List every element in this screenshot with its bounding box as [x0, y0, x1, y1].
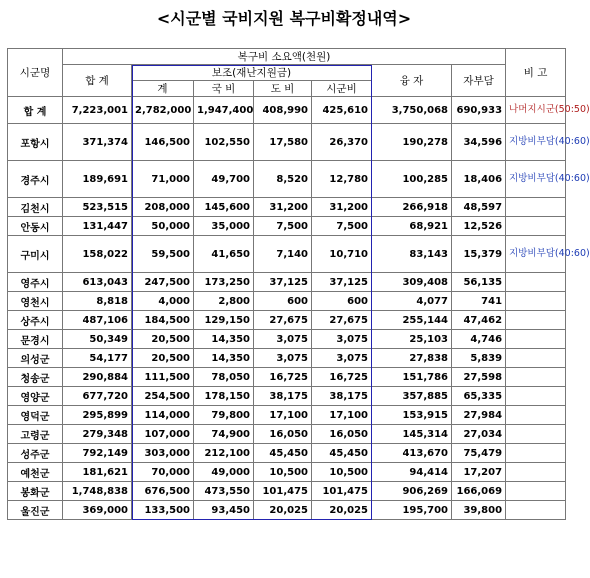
- city-fund-cell: 38,175: [312, 387, 372, 406]
- self-cell: 15,379: [452, 236, 506, 273]
- city-fund-cell: 37,125: [312, 273, 372, 292]
- city-fund-cell: 17,100: [312, 406, 372, 425]
- table-row: [8, 217, 566, 236]
- total-cell: 7,223,001: [63, 97, 132, 124]
- self-cell: 65,335: [452, 387, 506, 406]
- table-row: [8, 425, 566, 444]
- total-cell: 677,720: [63, 387, 132, 406]
- loan-cell: 83,143: [372, 236, 452, 273]
- national-cell: 35,000: [194, 217, 254, 236]
- city-name-cell: 영덕군: [8, 406, 63, 425]
- city-name-cell: 포항시: [8, 124, 63, 161]
- city-fund-cell: 16,050: [312, 425, 372, 444]
- table-row: [8, 482, 566, 501]
- provincial-cell: 7,140: [254, 236, 312, 273]
- page-title: <시군별 국비지원 복구비확정내역>: [156, 9, 412, 28]
- loan-cell: 309,408: [372, 273, 452, 292]
- provincial-cell: 20,025: [254, 501, 312, 520]
- loan-cell: 4,077: [372, 292, 452, 311]
- support-total-cell: 50,000: [132, 217, 194, 236]
- note-cell: [506, 349, 566, 368]
- city-name-cell: 문경시: [8, 330, 63, 349]
- note-cell: [506, 501, 566, 520]
- city-name-cell: 경주시: [8, 161, 63, 198]
- city-fund-cell: 600: [312, 292, 372, 311]
- self-cell: 5,839: [452, 349, 506, 368]
- header-note: 비 고: [506, 49, 566, 97]
- note-cell: [506, 387, 566, 406]
- provincial-cell: 3,075: [254, 330, 312, 349]
- national-cell: 1,947,400: [194, 97, 254, 124]
- note-cell: [506, 273, 566, 292]
- table-row: [8, 349, 566, 368]
- national-cell: 14,350: [194, 349, 254, 368]
- total-cell: 50,349: [63, 330, 132, 349]
- loan-cell: 906,269: [372, 482, 452, 501]
- city-name-cell: 영주시: [8, 273, 63, 292]
- provincial-cell: 600: [254, 292, 312, 311]
- city-name-cell: 봉화군: [8, 482, 63, 501]
- city-fund-cell: 3,075: [312, 330, 372, 349]
- city-name-cell: 영천시: [8, 292, 63, 311]
- note-cell: [506, 198, 566, 217]
- total-cell: 8,818: [63, 292, 132, 311]
- city-name-cell: 영양군: [8, 387, 63, 406]
- total-cell: 371,374: [63, 124, 132, 161]
- header-support-group: 보조(재난지원금): [132, 65, 372, 81]
- city-name-cell: 의성군: [8, 349, 63, 368]
- total-cell: 290,884: [63, 368, 132, 387]
- table-row: [8, 273, 566, 292]
- table-row: [8, 444, 566, 463]
- header-city-fund: 시군비: [312, 81, 372, 97]
- national-cell: 79,800: [194, 406, 254, 425]
- self-cell: 690,933: [452, 97, 506, 124]
- header-national: 국 비: [194, 81, 254, 97]
- support-total-cell: 208,000: [132, 198, 194, 217]
- provincial-cell: 3,075: [254, 349, 312, 368]
- national-cell: 49,700: [194, 161, 254, 198]
- table-row: [8, 387, 566, 406]
- city-fund-cell: 12,780: [312, 161, 372, 198]
- city-name-cell: 성주군: [8, 444, 63, 463]
- city-name-cell: 구미시: [8, 236, 63, 273]
- provincial-cell: 17,580: [254, 124, 312, 161]
- national-cell: 145,600: [194, 198, 254, 217]
- city-fund-cell: 26,370: [312, 124, 372, 161]
- table-row: [8, 198, 566, 217]
- city-fund-cell: 27,675: [312, 311, 372, 330]
- provincial-cell: 408,990: [254, 97, 312, 124]
- provincial-cell: 101,475: [254, 482, 312, 501]
- national-cell: 14,350: [194, 330, 254, 349]
- loan-cell: 25,103: [372, 330, 452, 349]
- note-cell: [506, 330, 566, 349]
- self-cell: 75,479: [452, 444, 506, 463]
- city-fund-cell: 101,475: [312, 482, 372, 501]
- total-cell: 54,177: [63, 349, 132, 368]
- total-cell: 523,515: [63, 198, 132, 217]
- support-total-cell: 20,500: [132, 349, 194, 368]
- national-cell: 93,450: [194, 501, 254, 520]
- total-cell: 189,691: [63, 161, 132, 198]
- note-cell: [506, 482, 566, 501]
- loan-cell: 266,918: [372, 198, 452, 217]
- note-cell: [506, 368, 566, 387]
- self-cell: 47,462: [452, 311, 506, 330]
- national-cell: 173,250: [194, 273, 254, 292]
- loan-cell: 413,670: [372, 444, 452, 463]
- national-cell: 41,650: [194, 236, 254, 273]
- national-cell: 78,050: [194, 368, 254, 387]
- note-cell: 지방비부담(40:60): [506, 161, 566, 198]
- national-cell: 212,100: [194, 444, 254, 463]
- loan-cell: 3,750,068: [372, 97, 452, 124]
- note-cell: [506, 406, 566, 425]
- support-total-cell: 70,000: [132, 463, 194, 482]
- provincial-cell: 16,725: [254, 368, 312, 387]
- table-row: [8, 161, 566, 198]
- table-row-total: [8, 97, 566, 124]
- city-name-cell: 안동시: [8, 217, 63, 236]
- total-cell: 181,621: [63, 463, 132, 482]
- support-total-cell: 2,782,000: [132, 97, 194, 124]
- city-name-cell: 울진군: [8, 501, 63, 520]
- provincial-cell: 31,200: [254, 198, 312, 217]
- table-row: [8, 236, 566, 273]
- self-cell: 4,746: [452, 330, 506, 349]
- provincial-cell: 16,050: [254, 425, 312, 444]
- provincial-cell: 7,500: [254, 217, 312, 236]
- city-fund-cell: 425,610: [312, 97, 372, 124]
- national-cell: 2,800: [194, 292, 254, 311]
- loan-cell: 153,915: [372, 406, 452, 425]
- support-total-cell: 133,500: [132, 501, 194, 520]
- loan-cell: 100,285: [372, 161, 452, 198]
- header-provincial: 도 비: [254, 81, 312, 97]
- provincial-cell: 8,520: [254, 161, 312, 198]
- table-body: [8, 97, 590, 520]
- support-total-cell: 114,000: [132, 406, 194, 425]
- total-cell: 131,447: [63, 217, 132, 236]
- self-cell: 27,984: [452, 406, 506, 425]
- table-row: [8, 501, 566, 520]
- loan-cell: 68,921: [372, 217, 452, 236]
- total-cell: 295,899: [63, 406, 132, 425]
- total-cell: 487,106: [63, 311, 132, 330]
- city-name-cell: 예천군: [8, 463, 63, 482]
- support-total-cell: 184,500: [132, 311, 194, 330]
- support-total-cell: 20,500: [132, 330, 194, 349]
- city-fund-cell: 31,200: [312, 198, 372, 217]
- city-fund-cell: 16,725: [312, 368, 372, 387]
- note-cell: 지방비부담(40:60): [506, 236, 566, 273]
- support-total-cell: 303,000: [132, 444, 194, 463]
- header-self: 자부담: [452, 65, 506, 97]
- support-total-cell: 59,500: [132, 236, 194, 273]
- self-cell: 48,597: [452, 198, 506, 217]
- header-budget-group: 복구비 소요액(천원): [63, 49, 506, 65]
- provincial-cell: 17,100: [254, 406, 312, 425]
- loan-cell: 255,144: [372, 311, 452, 330]
- self-cell: 12,526: [452, 217, 506, 236]
- total-cell: 1,748,838: [63, 482, 132, 501]
- self-cell: 27,034: [452, 425, 506, 444]
- self-cell: 741: [452, 292, 506, 311]
- self-cell: 166,069: [452, 482, 506, 501]
- table-row: [8, 292, 566, 311]
- self-cell: 17,207: [452, 463, 506, 482]
- total-cell: 792,149: [63, 444, 132, 463]
- recovery-cost-table: [7, 48, 590, 520]
- provincial-cell: 27,675: [254, 311, 312, 330]
- loan-cell: 151,786: [372, 368, 452, 387]
- city-fund-cell: 10,500: [312, 463, 372, 482]
- national-cell: 178,150: [194, 387, 254, 406]
- total-cell: 158,022: [63, 236, 132, 273]
- self-cell: 27,598: [452, 368, 506, 387]
- national-cell: 49,000: [194, 463, 254, 482]
- city-fund-cell: 45,450: [312, 444, 372, 463]
- city-fund-cell: 3,075: [312, 349, 372, 368]
- support-total-cell: 146,500: [132, 124, 194, 161]
- table-row: [8, 406, 566, 425]
- note-cell: [506, 311, 566, 330]
- note-cell: [506, 444, 566, 463]
- note-cell: [506, 217, 566, 236]
- loan-cell: 357,885: [372, 387, 452, 406]
- header-city: 시군명: [8, 49, 63, 97]
- table-row: [8, 124, 566, 161]
- total-cell: 613,043: [63, 273, 132, 292]
- national-cell: 473,550: [194, 482, 254, 501]
- support-total-cell: 111,500: [132, 368, 194, 387]
- city-fund-cell: 10,710: [312, 236, 372, 273]
- city-name-cell: 청송군: [8, 368, 63, 387]
- provincial-cell: 37,125: [254, 273, 312, 292]
- table-row: [8, 330, 566, 349]
- city-name-cell: 김천시: [8, 198, 63, 217]
- provincial-cell: 38,175: [254, 387, 312, 406]
- header-support-total: 계: [132, 81, 194, 97]
- support-total-cell: 254,500: [132, 387, 194, 406]
- total-cell: 369,000: [63, 501, 132, 520]
- support-total-cell: 247,500: [132, 273, 194, 292]
- city-name-cell: 상주시: [8, 311, 63, 330]
- city-fund-cell: 7,500: [312, 217, 372, 236]
- self-cell: 39,800: [452, 501, 506, 520]
- loan-cell: 27,838: [372, 349, 452, 368]
- note-cell: 나머지시군(50:50): [506, 97, 566, 124]
- self-cell: 56,135: [452, 273, 506, 292]
- national-cell: 129,150: [194, 311, 254, 330]
- provincial-cell: 10,500: [254, 463, 312, 482]
- header-loan: 융 자: [372, 65, 452, 97]
- national-cell: 102,550: [194, 124, 254, 161]
- national-cell: 74,900: [194, 425, 254, 444]
- support-total-cell: 107,000: [132, 425, 194, 444]
- loan-cell: 145,314: [372, 425, 452, 444]
- note-cell: [506, 292, 566, 311]
- table-row: [8, 463, 566, 482]
- loan-cell: 94,414: [372, 463, 452, 482]
- note-cell: [506, 463, 566, 482]
- self-cell: 18,406: [452, 161, 506, 198]
- loan-cell: 195,700: [372, 501, 452, 520]
- support-total-cell: 71,000: [132, 161, 194, 198]
- table-row: [8, 311, 566, 330]
- header-total: 합 계: [63, 65, 132, 97]
- city-name-cell: 고령군: [8, 425, 63, 444]
- self-cell: 34,596: [452, 124, 506, 161]
- note-cell: 지방비부담(40:60): [506, 124, 566, 161]
- city-fund-cell: 20,025: [312, 501, 372, 520]
- city-name-cell: 합 계: [8, 97, 63, 124]
- loan-cell: 190,278: [372, 124, 452, 161]
- support-total-cell: 676,500: [132, 482, 194, 501]
- note-cell: [506, 425, 566, 444]
- support-total-cell: 4,000: [132, 292, 194, 311]
- table-row: [8, 368, 566, 387]
- provincial-cell: 45,450: [254, 444, 312, 463]
- total-cell: 279,348: [63, 425, 132, 444]
